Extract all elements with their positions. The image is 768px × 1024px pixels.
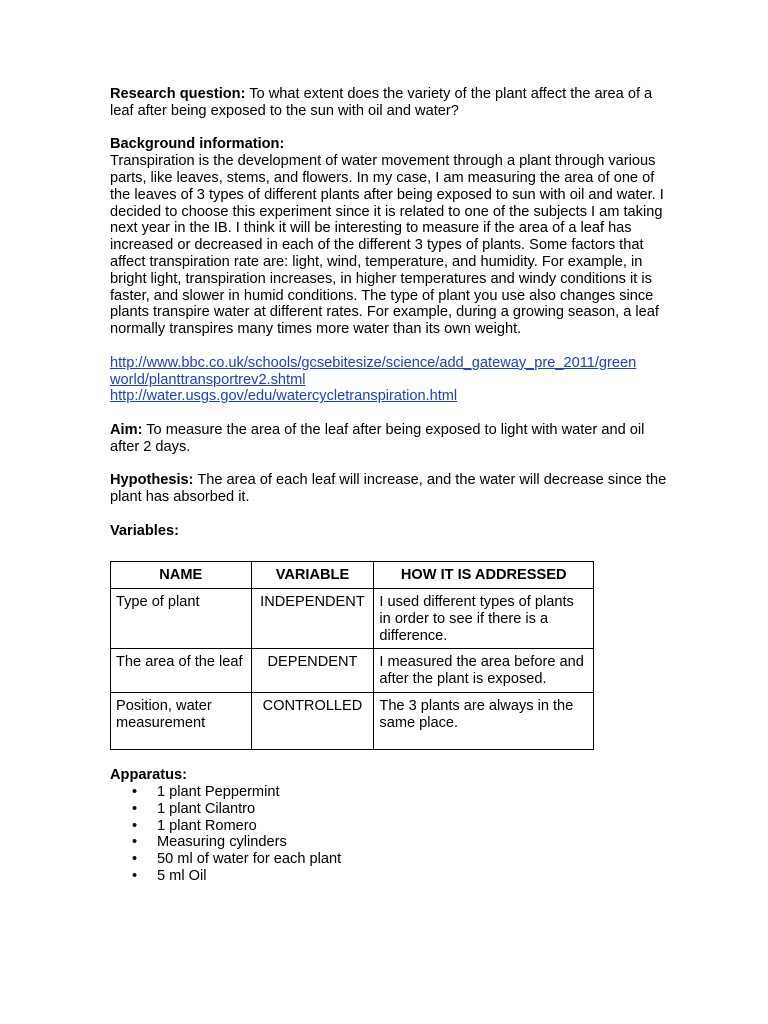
- header-name: NAME: [111, 562, 252, 589]
- research-question-text: To what extent does the variety of the plant affect the area of a leaf after being exposed to the sun with oil and water?: [110, 86, 653, 119]
- table-row: [111, 649, 594, 693]
- cell-how: I used different types of plants in order to see if there is a difference.: [374, 589, 594, 649]
- list-item: • 50 ml of water for each plant: [157, 851, 670, 868]
- table-row: [111, 589, 594, 649]
- apparatus-heading: Apparatus:: [110, 767, 188, 784]
- list-item: • 1 plant Peppermint: [157, 784, 670, 801]
- list-item: • 1 plant Romero: [157, 818, 670, 835]
- aim-text: To measure the area of the leaf after being exposed to light with water and oil after 2 days.: [110, 421, 645, 455]
- hypothesis-paragraph: [110, 472, 670, 506]
- document-body: [110, 86, 670, 885]
- background-heading: Background information:: [110, 136, 285, 153]
- cell-how: I measured the area before and after the plant is exposed.: [374, 649, 594, 693]
- list-item: • Measuring cylinders: [157, 834, 670, 851]
- cell-variable: DEPENDENT: [251, 649, 374, 693]
- hypothesis-text: The area of each leaf will increase, and the water will decrease since the plant has absorbed it.: [110, 472, 667, 506]
- variables-table: [110, 561, 594, 750]
- cell-name: Type of plant: [111, 589, 252, 649]
- apparatus-list: [110, 784, 670, 885]
- cell-variable: INDEPENDENT: [251, 589, 374, 649]
- header-how-addressed: HOW IT IS ADDRESSED: [374, 562, 594, 589]
- links-block: [110, 355, 670, 405]
- table-row: [111, 693, 594, 750]
- table-header-row: [111, 562, 594, 589]
- cell-name: Position, water measurement: [111, 693, 252, 750]
- hypothesis-label: Hypothesis:: [110, 472, 194, 489]
- usgs-link[interactable]: http://water.usgs.gov/edu/watercycletranspiration.html: [110, 388, 458, 405]
- research-question-paragraph: [110, 86, 670, 120]
- list-item: • 5 ml Oil: [157, 868, 670, 885]
- variables-heading: Variables:: [110, 522, 179, 539]
- research-question-label: Research question:: [110, 86, 246, 102]
- bbc-link[interactable]: http://www.bbc.co.uk/schools/gcsebitesize/science/add_gateway_pre_2011/greenworld/planttransportrev2.shtml: [110, 354, 637, 388]
- aim-label: Aim:: [110, 421, 143, 438]
- list-item: • 1 plant Cilantro: [157, 801, 670, 818]
- cell-variable: CONTROLLED: [251, 693, 374, 750]
- aim-paragraph: [110, 422, 670, 456]
- cell-name: The area of the leaf: [111, 649, 252, 693]
- background-text: Transpiration is the development of water movement through a plant through various parts, like leaves, stems, and flowers. In my case, I am measuring the area of one of the leaves of 3 types of different plants after being exposed to sun with oil and water. I decided to choose this experiment since it is related to one of the subjects I am taking next year in the IB. I think it will be interesting to measure if the area of a leaf has increased or decreased in each of the different 3 types of plants. Some factors that affect transpiration rate are: light, wind, temperature, and humidity. For example, in bright light, transpiration increases, in higher temperatures and windy conditions it is faster, and slower in humid conditions. The type of plant you use also changes since plants transpire water at different rates. For example, during a growing season, a leaf normally transpires many times more water than its own weight.: [110, 153, 664, 338]
- header-variable: VARIABLE: [251, 562, 374, 589]
- cell-how: The 3 plants are always in the same place.: [374, 693, 594, 750]
